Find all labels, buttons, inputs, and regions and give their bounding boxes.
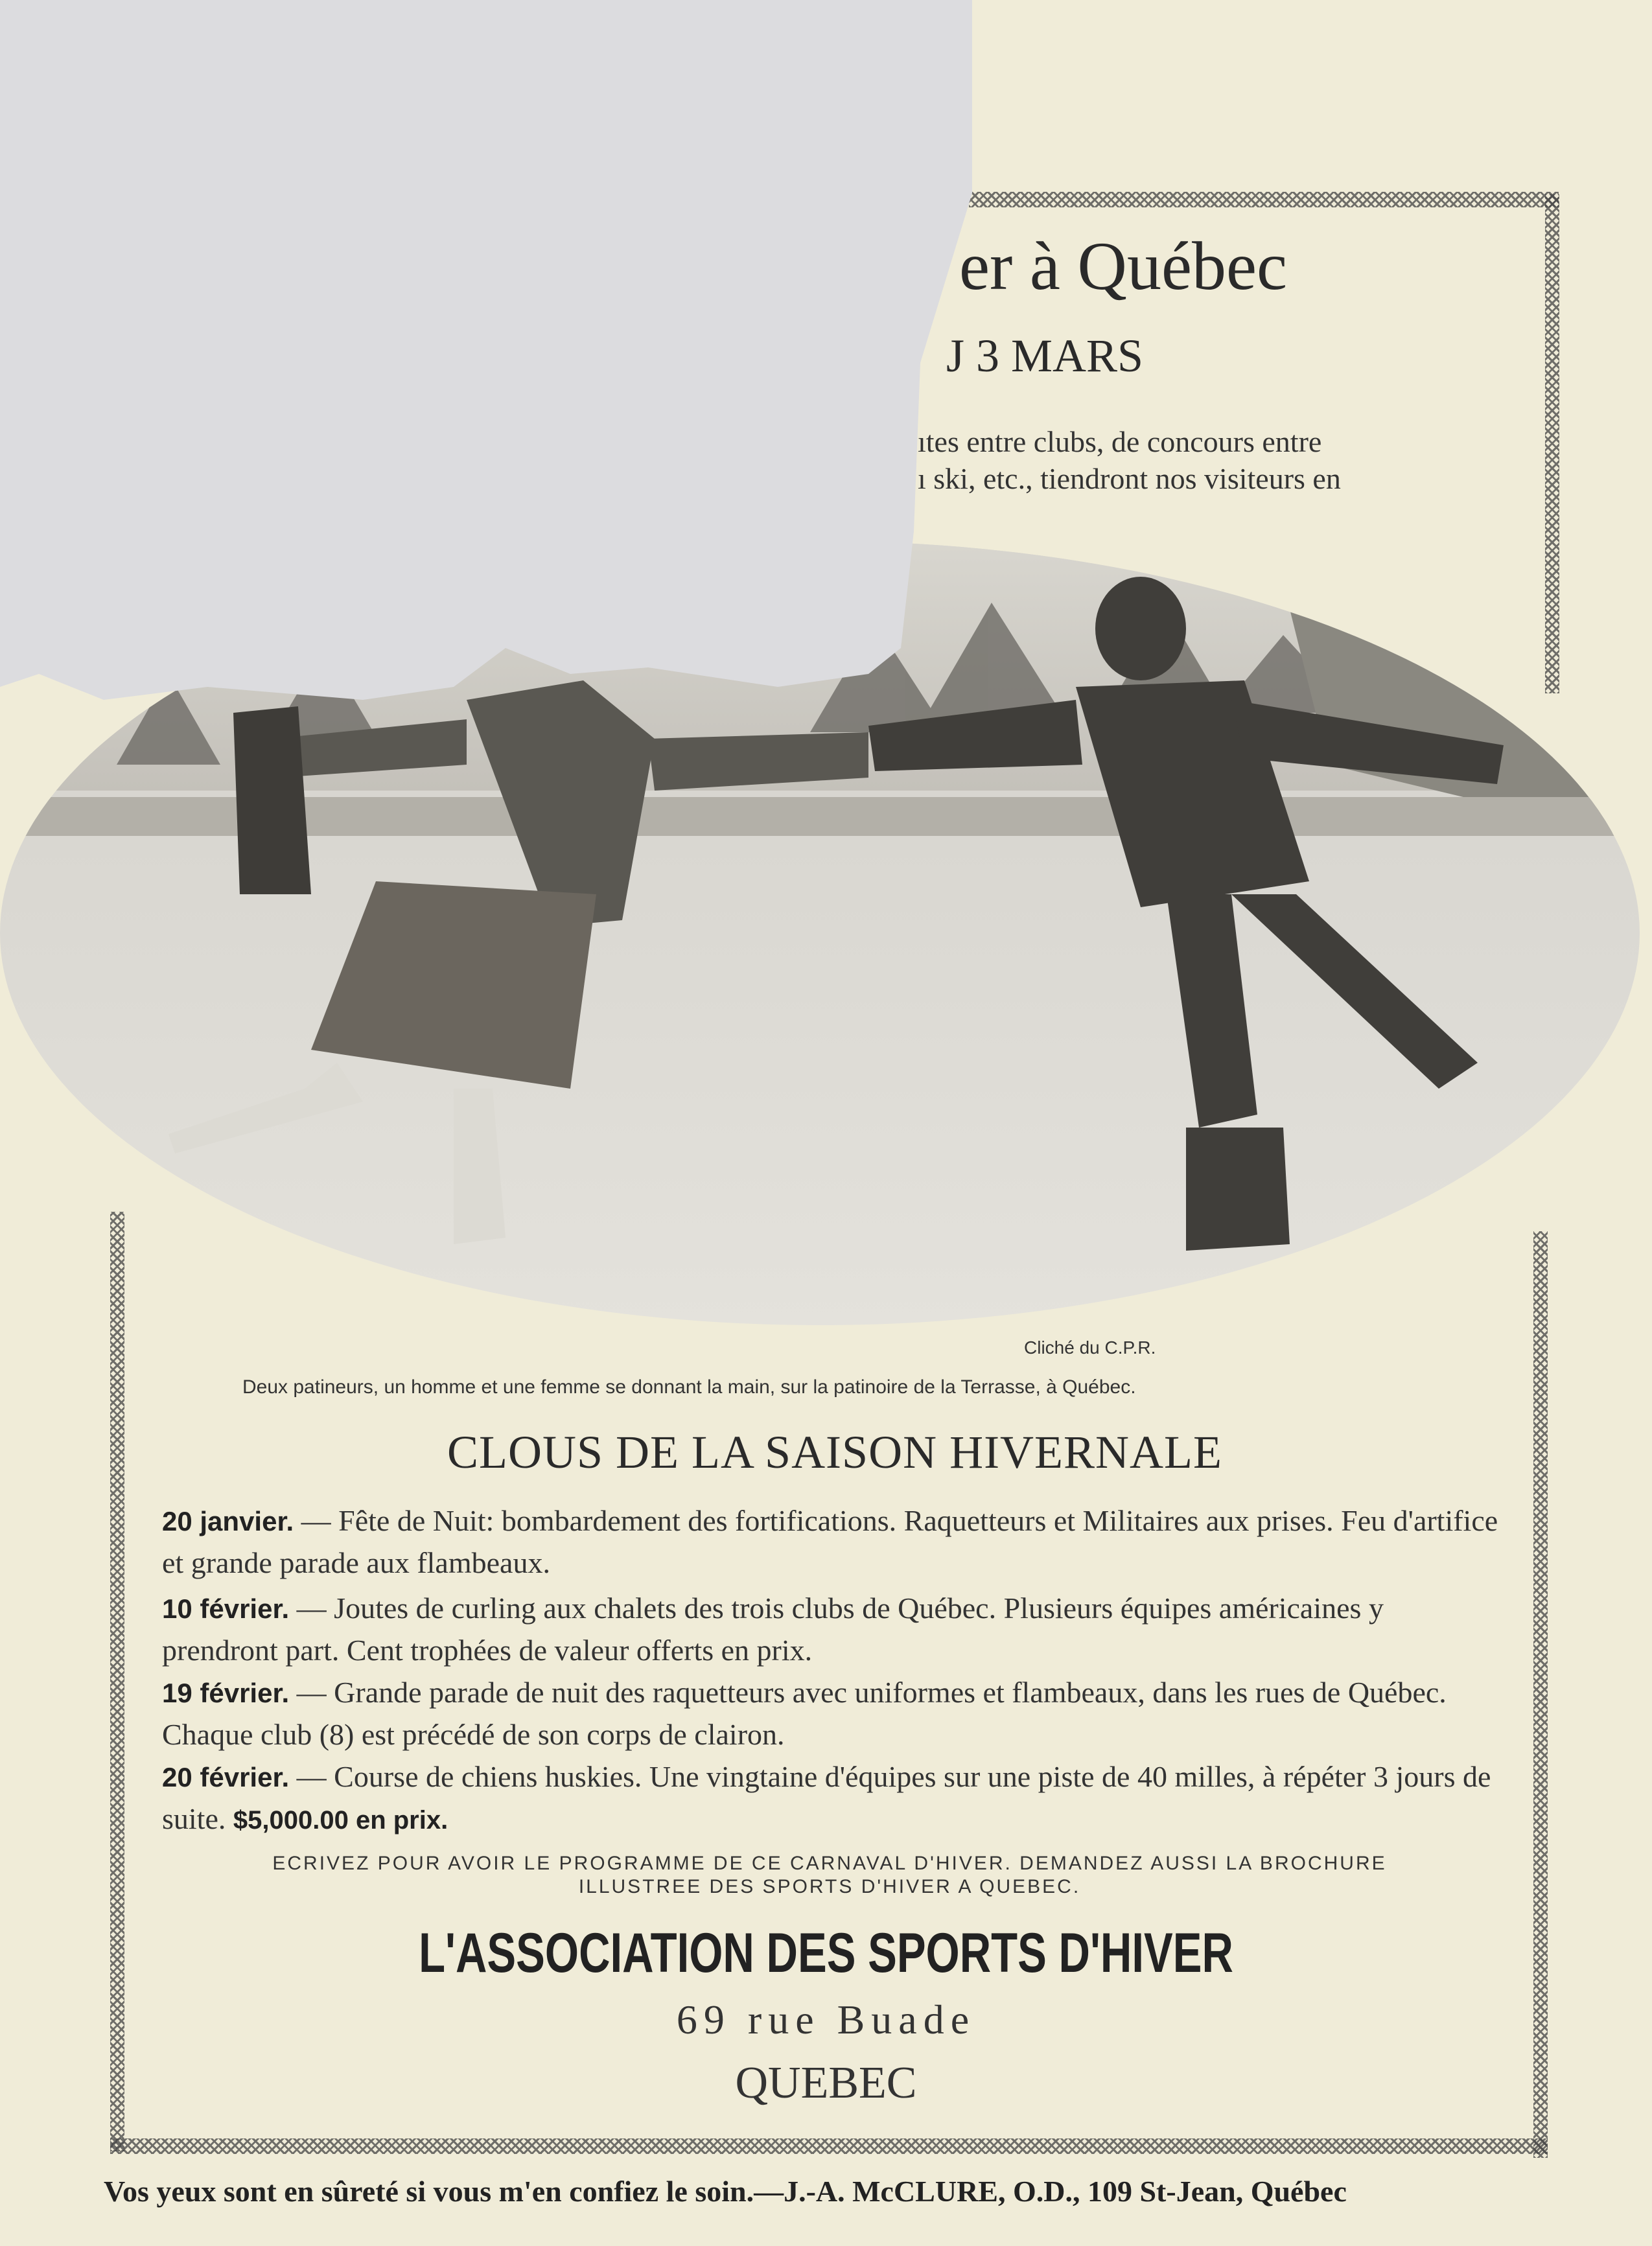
event-item [162,1672,1504,1755]
section-heading: CLOUS DE LA SAISON HIVERNALE [447,1426,1222,1478]
event-date: 19 février. [162,1678,290,1708]
event-item [162,1588,1504,1671]
event-text: — Joutes de curling aux chalets des trois clubs de Québec. Plusieurs équipes américaines y prendront part. Cent trophées de valeur offerts en prix. [162,1592,1384,1667]
event-item [162,1756,1504,1841]
footer-advert: Vos yeux sont en sûreté si vous m'en confiez le soin.—J.-A. McCLURE, O.D., 109 St-Jean, Québec [104,2175,1347,2208]
page-title: er à Québec [959,228,1288,304]
event-text: — Fête de Nuit: bombardement des fortifications. Raquetteurs et Militaires aux prises. Feu d'artifice et grande parade aux flambeaux. [162,1504,1498,1579]
event-date: 20 février. [162,1762,290,1792]
event-item [162,1500,1504,1584]
event-date: 10 février. [162,1593,290,1624]
event-text: — Course de chiens huskies. Une vingtaine d'équipes sur une piste de 40 milles, à répéter 3 jours de suite. [162,1760,1491,1835]
intro-line-1: ıtes entre clubs, de concours entre [918,425,1322,458]
dates-heading: J 3 MARS [946,330,1144,382]
organization-city: QUEBEC [735,2058,917,2108]
organization-name: L'ASSOCIATION DES SPORTS D'HIVER [419,1922,1233,1984]
torn-corner [0,0,972,719]
photo-caption: Deux patineurs, un homme et une femme se donnant la main, sur la patinoire de la Terrasse, à Québec. [242,1376,1136,1398]
event-date: 20 janvier. [162,1506,294,1536]
intro-line-2: ı ski, etc., tiendront nos visiteurs en [918,462,1341,495]
request-notice: ECRIVEZ POUR AVOIR LE PROGRAMME DE CE CARNAVAL D'HIVER. DEMANDEZ AUSSI LA BROCHURE ILLUSTREE DES SPORTS D'HIVER A QUEBEC. [272,1853,1387,1897]
prize-amount: $5,000.00 en prix. [233,1806,448,1835]
lower-box-border-bottom [110,2138,1548,2154]
event-text: — Grande parade de nuit des raquetteurs avec uniformes et flambeaux, dans les rues de Québec. Chaque club (8) est précédé de son corps de clairon. [162,1676,1447,1751]
photo-credit: Cliché du C.P.R. [1024,1337,1156,1358]
organization-address: 69 rue Buade [676,1997,976,2043]
